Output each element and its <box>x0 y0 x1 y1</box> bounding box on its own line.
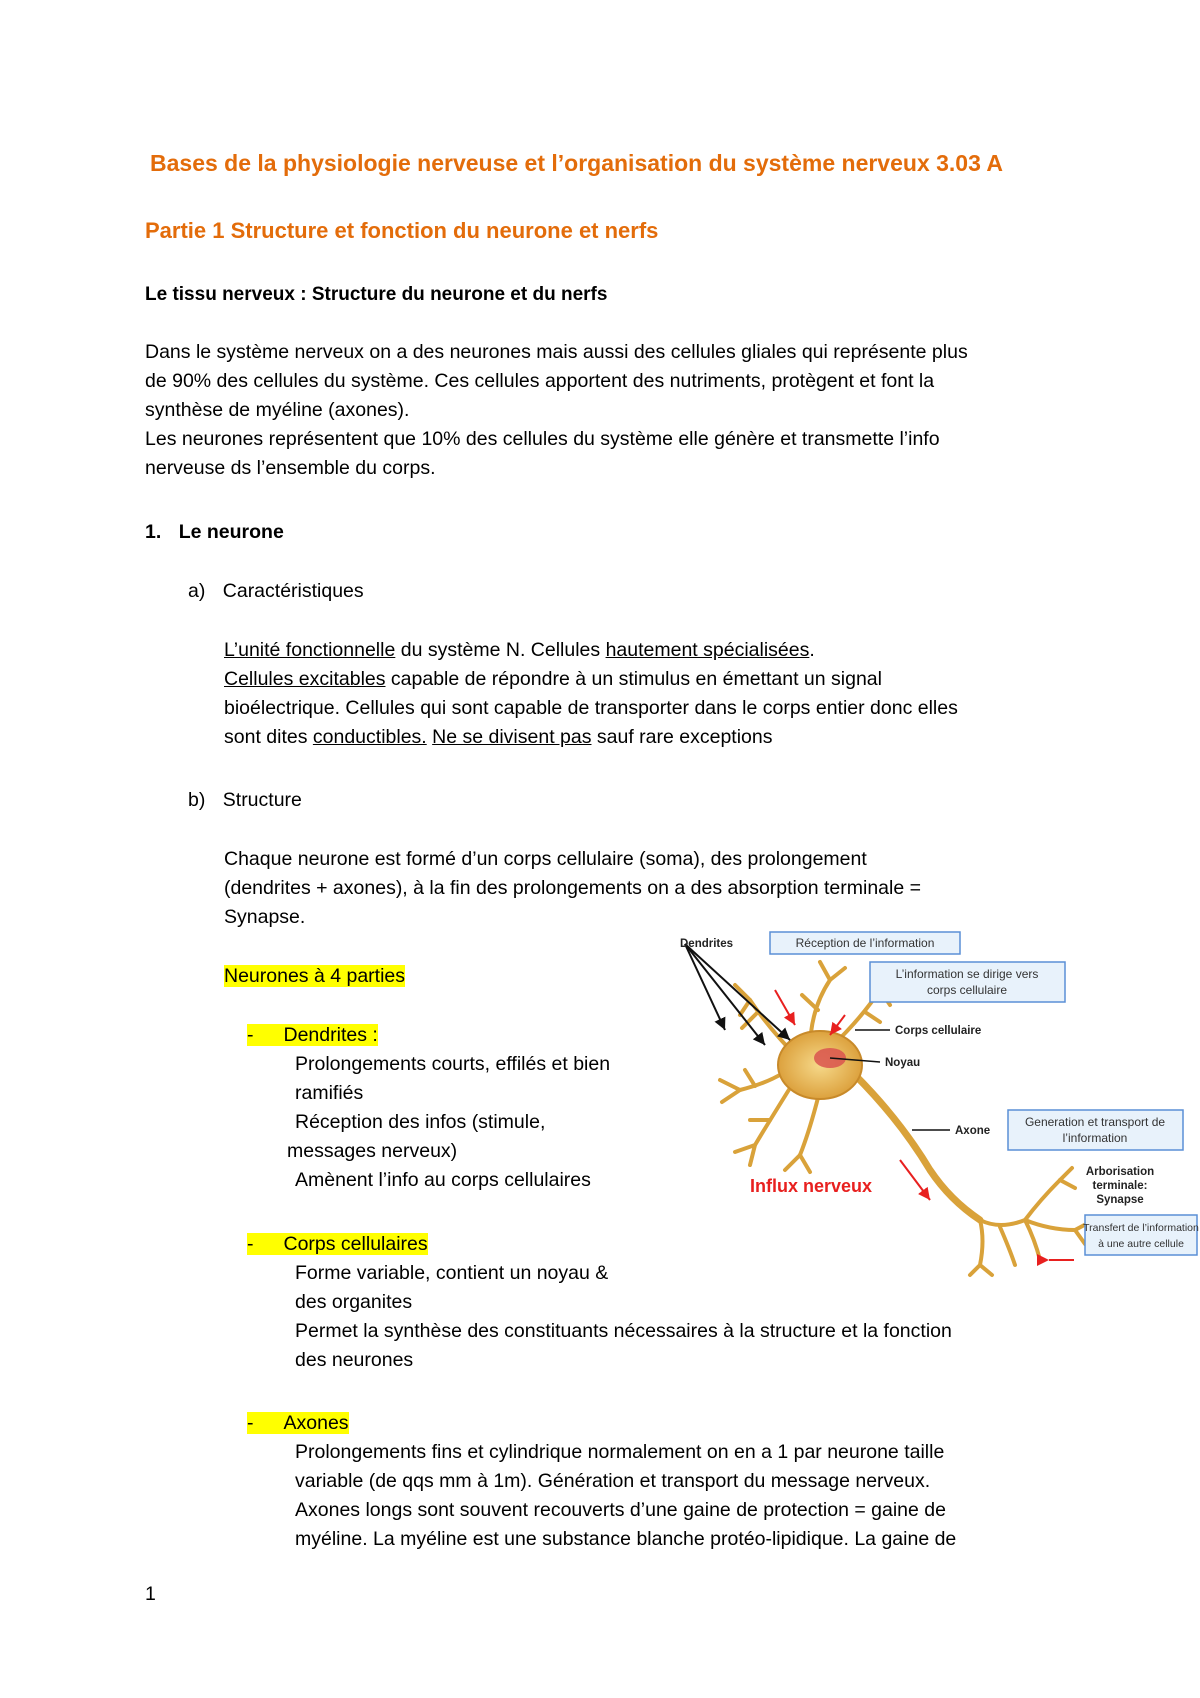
description-line: messages nerveux) <box>287 1140 458 1162</box>
box-dirige-line1: L’information se dirige vers <box>895 967 1039 981</box>
section-number: 1. <box>145 521 162 543</box>
description-line: Axones longs sont souvent recouverts d’une gaine de protection = gaine de <box>295 1499 946 1521</box>
highlighted-text: Neurones à 4 parties <box>224 965 406 987</box>
description-line: des neurones <box>295 1349 414 1371</box>
subsection-b-heading <box>188 786 302 815</box>
description-line: variable (de qqs mm à 1m). Génération et transport du message nerveux. <box>295 1470 931 1492</box>
description-line: myéline. La myéline est une substance blanche protéo-lipidique. La gaine de <box>295 1528 957 1550</box>
intro-paragraph <box>145 338 968 483</box>
text-run: . <box>809 639 815 661</box>
underlined-term: conductibles. <box>312 726 427 748</box>
dendrites-description <box>287 1050 610 1195</box>
neuron-diagram <box>680 930 1200 1280</box>
section-heading: Le tissu nerveux : Structure du neurone et du nerfs <box>145 284 608 305</box>
part-title: Axones <box>283 1412 349 1434</box>
box-reception: Réception de l’information <box>795 936 935 950</box>
section-1-heading <box>145 518 284 547</box>
subsection-title: Caractéristiques <box>222 580 364 602</box>
axon-shape <box>855 1075 980 1220</box>
highlighted-text <box>247 1233 428 1255</box>
description-line: Amènent l’info au corps cellulaires <box>295 1169 591 1191</box>
characteristics-line: bioélectrique. Cellules qui sont capable de transporter dans le corps entier donc elles <box>224 697 958 719</box>
terminal-arborisation <box>970 1168 1090 1275</box>
label-influx-nerveux: Influx nerveux <box>750 1176 873 1196</box>
description-line: Prolongements fins et cylindrique normalement on en a 1 par neurone taille <box>295 1441 945 1463</box>
underlined-term: L’unité fonctionnelle <box>224 639 396 661</box>
document-title: Bases de la physiologie nerveuse et l’organisation du système nerveux 3.03 A <box>150 150 1004 176</box>
box-transfert-line2: à une autre cellule <box>1098 1238 1184 1250</box>
description-line: des organites <box>295 1291 413 1313</box>
underlined-term: hautement spécialisées <box>605 639 810 661</box>
characteristics-paragraph <box>224 636 958 752</box>
description-line: Prolongements courts, effilés et bien <box>295 1053 611 1075</box>
label-arborisation-line3: Synapse <box>1096 1194 1144 1206</box>
box-generation-line2: l’information <box>1062 1131 1128 1145</box>
intro-line: nerveuse ds l’ensemble du corps. <box>145 457 436 479</box>
underlined-term: Cellules excitables <box>224 668 386 690</box>
list-label: a) <box>188 580 206 602</box>
label-corps-cellulaire: Corps cellulaire <box>895 1025 982 1037</box>
structure-line: Synapse. <box>224 906 306 928</box>
description-line: Forme variable, contient un noyau & <box>295 1262 609 1284</box>
highlighted-text <box>247 1412 349 1434</box>
intro-line: Les neurones représentent que 10% des cellules du système elle génère et transmette l’info <box>145 428 940 450</box>
box-generation-line1: Generation et transport de <box>1024 1115 1166 1129</box>
description-line: Permet la synthèse des constituants nécessaires à la structure et la fonction <box>295 1320 952 1342</box>
axones-description <box>295 1438 956 1554</box>
part-title: Corps cellulaires <box>283 1233 428 1255</box>
intro-line: Dans le système nerveux on a des neurones mais aussi des cellules gliales qui représente plus <box>145 341 968 363</box>
text-run: sont dites <box>224 726 313 748</box>
part-title: Dendrites : <box>283 1024 378 1046</box>
label-arborisation-line1: Arborisation <box>1085 1166 1155 1178</box>
axones-heading <box>247 1409 349 1438</box>
label-arborisation-line2: terminale: <box>1092 1180 1148 1192</box>
text-run: du système N. Cellules <box>395 639 606 661</box>
section-title: Le neurone <box>178 521 284 543</box>
box-transfert-line1: Transfert de l’information <box>1083 1222 1199 1234</box>
list-dash: - <box>247 1412 254 1434</box>
four-parts-highlight <box>224 962 405 991</box>
text-run: sauf rare exceptions <box>591 726 773 748</box>
subsection-title: Structure <box>222 789 302 811</box>
list-label: b) <box>188 789 206 811</box>
intro-line: de 90% des cellules du système. Ces cellules apportent des nutriments, protègent et font la <box>145 370 935 392</box>
subsection-a-heading <box>188 577 364 606</box>
underlined-term: Ne se divisent pas <box>432 726 592 748</box>
intro-line: synthèse de myéline (axones). <box>145 399 410 421</box>
characteristics-line <box>224 636 958 665</box>
description-line: ramifiés <box>295 1082 364 1104</box>
structure-line: Chaque neurone est formé d’un corps cellulaire (soma), des prolongement <box>224 848 867 870</box>
box-dirige-line2: corps cellulaire <box>926 983 1008 997</box>
page-number: 1 <box>145 1583 156 1605</box>
dendrites-heading <box>247 1021 378 1050</box>
text-run: capable de répondre à un stimulus en émettant un signal <box>385 668 882 690</box>
list-dash: - <box>247 1233 254 1255</box>
corps-heading <box>247 1230 428 1259</box>
label-axone: Axone <box>955 1125 991 1137</box>
characteristics-line <box>224 723 958 752</box>
label-noyau: Noyau <box>885 1057 921 1069</box>
label-dendrites: Dendrites <box>680 938 734 950</box>
part-heading: Partie 1 Structure et fonction du neurone et nerfs <box>145 218 659 243</box>
structure-paragraph <box>224 845 921 932</box>
neuron-figure <box>680 930 1200 1280</box>
characteristics-line <box>224 665 958 694</box>
structure-line: (dendrites + axones), à la fin des prolongements on a des absorption terminale = <box>224 877 922 899</box>
list-dash: - <box>247 1024 254 1046</box>
description-line: Réception des infos (stimule, <box>295 1111 546 1133</box>
highlighted-text <box>247 1024 378 1046</box>
